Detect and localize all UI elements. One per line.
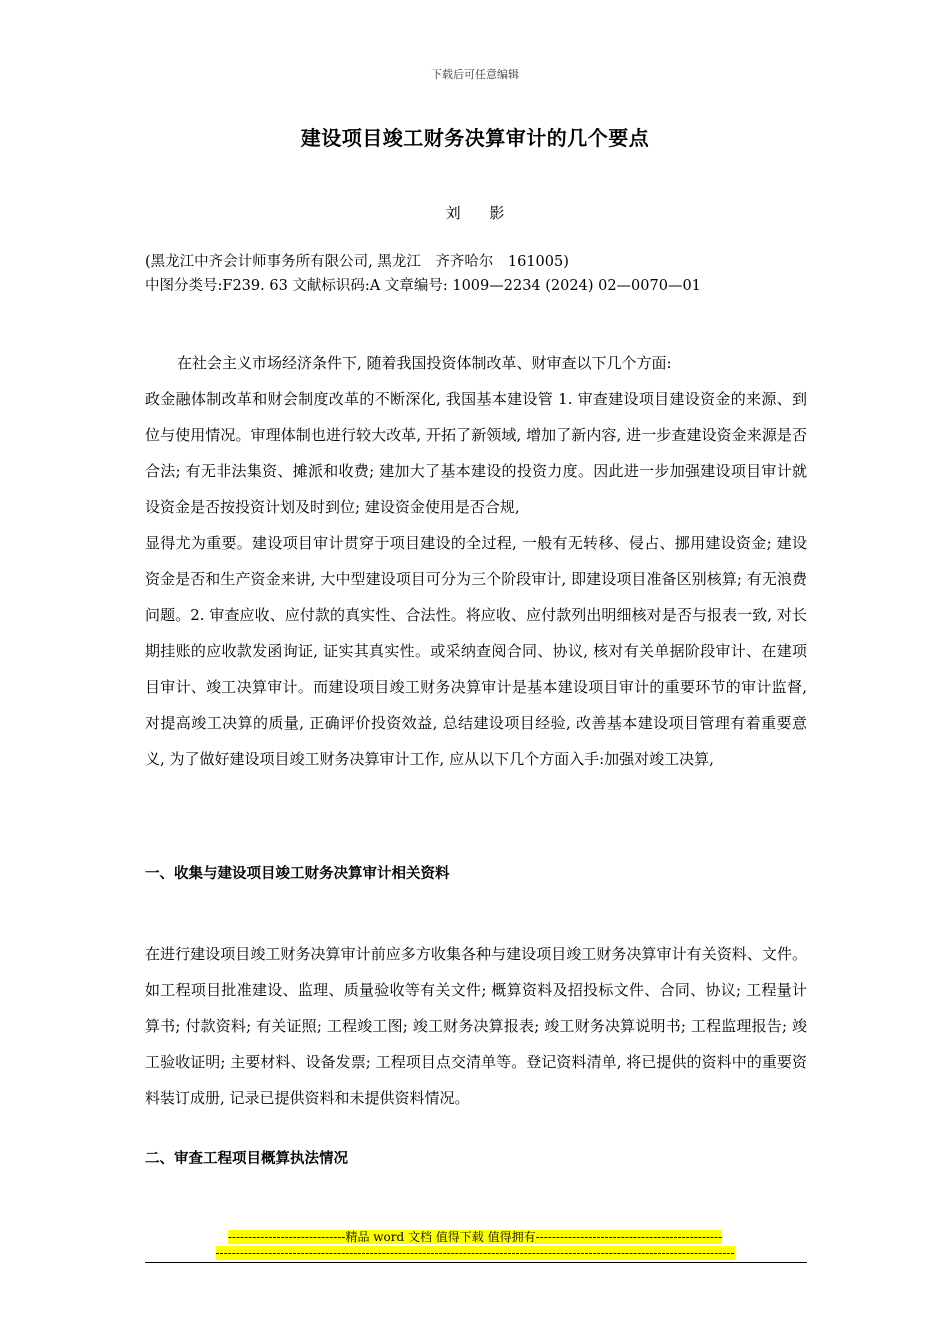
footer-banner-text-1: -----------------------------精品 word 文档 值得下载 值得拥有---------------------------------------------- (227, 1230, 723, 1244)
section-1-heading: 一、收集与建设项目竣工财务决算审计相关资料 (145, 866, 450, 882)
article-title: 建设项目竣工财务决算审计的几个要点 (300, 126, 650, 150)
intro-paragraph-1: 在社会主义市场经济条件下, 随着我国投资体制改革、财审查以下几个方面: (177, 354, 672, 372)
footer-banner-line-2 (0, 1245, 950, 1261)
intro-paragraph-3: 显得尤为重要。建设项目审计贯穿于项目建设的全过程, 一般有无转移、侵占、挪用建设资金; 建设资金是否和生产资金来讲, 大中型建设项目可分为三个阶段审计, 即建设项目准备区别核算; 有无浪费问题。2. 审查应收、应付款的真实性、合法性。将应收、应付款列出明细核对是否与报表一致, 对长期挂账的应收款发函询证, 证实其真实性。或采纳查阅合同、协议, 核对有关单据阶段审计、在建项目审计、竣工决算审计。而建设项目竣工财务决算审计是基本建设项目审计的重要环节的审计监督, 对提高竣工决算的质量, 正确评价投资效益, 总结建设项目经验, 改善基本建设项目管理有着重要意义, 为了做好建设项目竣工财务决算审计工作, 应从以下几个方面入手:加强对竣工决算, (145, 534, 807, 768)
intro-paragraph-2: 政金融体制改革和财会制度改革的不断深化, 我国基本建设管 1. 审查建设项目建设资金的来源、到位与使用情况。审理体制也进行较大改革, 开拓了新领域, 增加了新内容, 进一步查建设资金来源是否合法; 有无非法集资、摊派和收费; 建加大了基本建设的投资力度。因此进一步加强建设项目审计就设资金是否按投资计划及时到位; 建设资金使用是否合规, (145, 390, 807, 516)
author-affiliation: (黑龙江中齐会计师事务所有限公司, 黑龙江 齐齐哈尔 161005) (145, 254, 569, 270)
intro-body (145, 345, 807, 777)
classification-line: 中图分类号:F239. 63 文献标识码:A 文章编号: 1009—2234 (2024) 02—0070—01 (145, 278, 701, 294)
header-note: 下载后可任意编辑 (431, 68, 519, 81)
footer-rule (145, 1262, 807, 1263)
section-1-body (145, 921, 807, 1131)
section-2-heading: 二、审查工程项目概算执法情况 (145, 1151, 348, 1167)
footer-banner-text-2: -------------------------------------------------------------------------------------------------------------------------------- (215, 1246, 735, 1260)
article-author: 刘 影 (445, 204, 517, 222)
section-1-paragraph: 在进行建设项目竣工财务决算审计前应多方收集各种与建设项目竣工财务决算审计有关资料、文件。如工程项目批准建设、监理、质量验收等有关文件; 概算资料及招投标文件、合同、协议; 工程量计算书; 付款资料; 有关证照; 工程竣工图; 竣工财务决算报表; 竣工财务决算说明书; 工程监理报告; 竣工验收证明; 主要材料、设备发票; 工程项目点交清单等。登记资料清单, 将已提供的资料中的重要资料装订成册, 记录已提供资料和未提供资料情况。 (145, 945, 807, 1107)
footer-banner-line-1 (0, 1229, 950, 1245)
